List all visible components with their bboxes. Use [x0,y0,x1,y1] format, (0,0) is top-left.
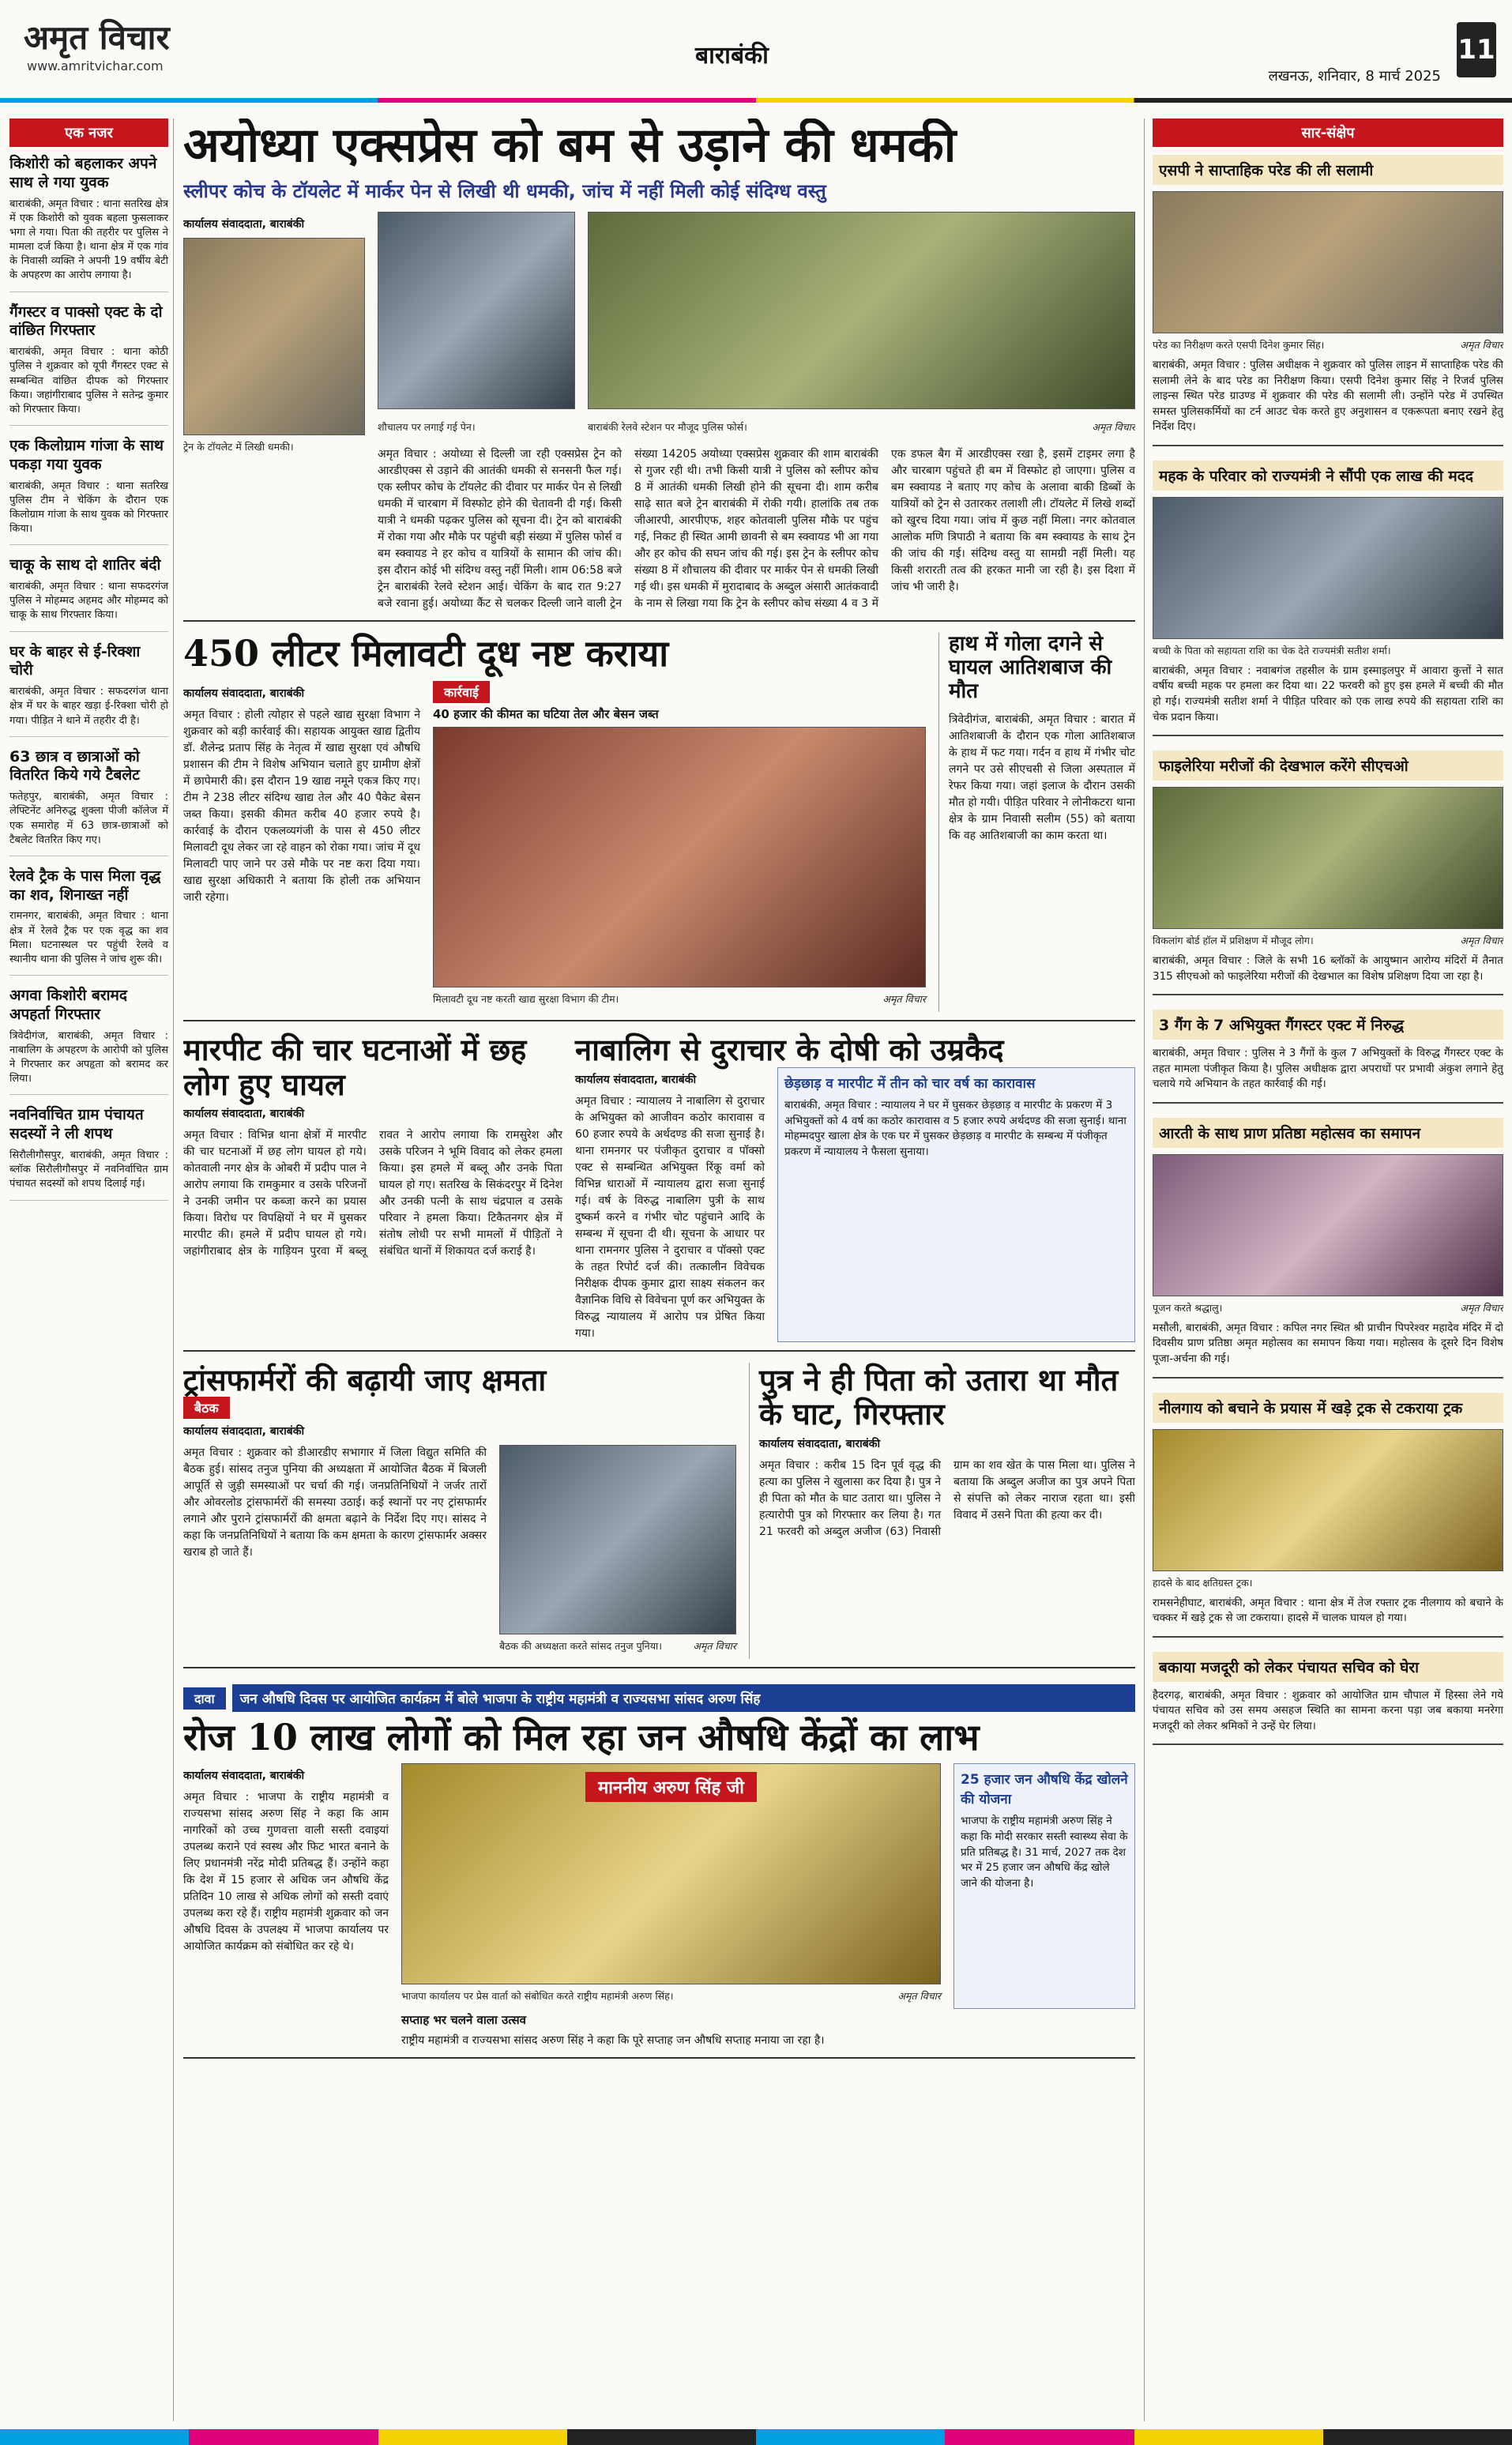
left-brief [9,437,168,545]
aushadhi-sidebox [953,1763,1135,2009]
pocso-sidebox-body: बाराबंकी, अमृत विचार : न्यायालय ने घर में घुसकर छेड़छाड़ व मारपीट के प्रकरण में 3 अभियुक्तों को 4 वर्ष का कठोर कारावास व 5 हजार रुपये अर्थदण्ड की सजा सुनाई। थाना मोहम्मदपुर खाला क्षेत्र के एक घर में घुसकर छेड़छाड़ व मारपीट के सम्बन्ध में पंजीकृत प्रकरण में न्यायालय ने फैसला सुनाया। [784,1099,1126,1158]
transformer-photo-caption: बैठक की अध्यक्षता करते सांसद तनुज पुनिया। अमृत विचार [499,1640,736,1653]
lead-left-block [183,212,365,612]
main-column [183,118,1135,2421]
fire-headline[interactable]: हाथ में गोला दगने से घायल आतिशबाज की मौत [949,632,1112,703]
pocso-byline: कार्यालय संवाददाता, बाराबंकी [575,1073,697,1086]
aushadhi-tag: दावा [183,1687,226,1710]
right-brief-photo [1153,191,1503,333]
right-brief [1153,1393,1503,1638]
milk-tag: कार्रवाई [433,681,490,703]
transformer-tag: बैठक [183,1397,230,1419]
page-number: 11 [1457,22,1496,77]
newspaper-brand: अमृत विचार [24,18,170,57]
assault-headline[interactable]: मारपीट की चार घटनाओं में छह लोग हुए घायल [183,1031,527,1102]
left-stories [9,155,168,1201]
aushadhi-sidebox-body: भाजपा के राष्ट्रीय महामंत्री अरुण सिंह ने कहा कि मोदी सरकार सस्ती स्वास्थ्य सेवा के प्रति प्रतिबद्ध है। 31 मार्च, 2027 तक देश भर में 25 हजार जन औषधि केंद्र खोले जाने की योजना है। [961,1815,1128,1890]
right-brief-body: हैदरगढ़, बाराबंकी, अमृत विचार : शुक्रवार को आयोजित ग्राम चौपाल में हिस्सा लेने गये पंचायत सचिव को उस समय असहज स्थिति का सामना करना पड़ा जब बकाया मनरेगा मजदूरी को लेकर श्रमिकों ने उन्हें घेर लिया। [1153,1688,1503,1732]
aushadhi-body: अमृत विचार : भाजपा के राष्ट्रीय महामंत्री व राज्यसभा सांसद अरुण सिंह ने कहा कि आम नागरिकों को उच्च गुणवत्ता वाली सस्ती दवाइयां उपलब्ध कराने एवं स्वस्थ और फिट भारत बनाने के लिए प्रधानमंत्री नरेंद्र मोदी प्रतिबद्ध हैं। उन्होंने कहा कि देश में 15 हजार से अधिक जन औषधि केंद्र प्रतिदिन 10 लाख से अधिक लोगों को सस्ती दवाएं उपलब्ध करा रहे हैं। राष्ट्रीय महामंत्री शुक्रवार को जन औषधि दिवस के उपलक्ष्य में भाजपा कार्यालय पर आयोजित कार्यक्रम को संबोधित कर रहे थे। [183,1791,389,1954]
left-brief-title[interactable]: नवनिर्वाचित ग्राम पंचायत सदस्यों ने ली शपथ [9,1106,144,1143]
left-brief [9,643,168,737]
aushadhi-photo [401,1763,941,1984]
assault-body: अमृत विचार : विभिन्न थाना क्षेत्रों में मारपीट की चार घटनाओं में छह लोग घायल हो गये। कोतवाली नगर क्षेत्र के ओबरी में प्रदीप पाल ने आरोप लगाया कि रामकुमार व उसके परिजनों ने उनकी जमीन पर कब्जा करने का प्रयास किया। विरोध पर विपक्षियों ने घर में घुसकर मारपीट की। हमले में प्रदीप घायल हो गये। जहांगीराबाद क्षेत्र के गाड़ियन पुरवा में बब्लू रावत ने आरोप लगाया कि रामसुरेश और उसके परिजन ने भूमि विवाद को लेकर हमला किया। इस हमले में बब्लू और उनके पिता घायल हो गए। सतरिख के सिकंदरपुर में दिनेश और उनकी पत्नी के साथ चंद्रपाल व उसके परिवार ने हमला किया। टिकैतनगर क्षेत्र में संतोष लोधी पर सभी मामलों में पीड़ितों ने संबंधित थानों में शिकायत दर्ज कराई है। [183,1129,562,1258]
lead-body-area [378,212,1135,612]
left-brief-title[interactable]: चाकू के साथ दो शातिर बंदी [9,556,161,574]
left-column-label: एक नजर [9,118,168,147]
aushadhi-sidebox-title: 25 हजार जन औषधि केंद्र खोलने की योजना [961,1772,1128,1807]
right-brief-caption: परेड का निरीक्षण करते एसपी दिनेश कुमार सिंह। अमृत विचार [1153,339,1503,351]
left-brief-body: बाराबंकी, अमृत विचार : थाना सफदरगंज पुलिस ने मोहम्मद अहमद और मोहम्मद को चाकू के साथ गिरफ्तार किया। [9,581,168,622]
right-brief-body: बाराबंकी, अमृत विचार : पुलिस ने 3 गैंगों के कुल 7 अभियुक्तों के विरुद्ध गैंगस्टर एक्ट के तहत मामला पंजीकृत किया है। पुलिस अधीक्षक द्वारा अपराधों पर प्रभावी अंकुश लगाने हेतु चलाये गये अभियान के तहत कार्रवाई की गई। [1153,1047,1503,1091]
milk-photo-caption: मिलावटी दूध नष्ट करती खाद्य सुरक्षा विभाग की टीम। अमृत विचार [433,992,926,1005]
lead-headline[interactable]: अयोध्या एक्सप्रेस को बम से उड़ाने की धमकी [183,118,957,173]
lead-photo-3-caption: बाराबंकी रेलवे स्टेशन पर मौजूद पुलिस फोर्स। अमृत विचार [588,421,1135,433]
pocso-body: अमृत विचार : न्यायालय ने नाबालिग से दुराचार के अभियुक्त को आजीवन कठोर कारावास व 60 हजार रुपये के अर्थदण्ड की सजा सुनाई है। थाना रामनगर पर पंजीकृत दुराचार व पॉक्सो एक्ट से सम्बन्धित अभियुक्त रिंकू वर्मा को विभिन्न धाराओं में न्यायालय द्वारा सजा सुनाई गई। वर्ष के विरुद्ध नाबालिग पुत्री के साथ दुष्कर्म करने व गंभीर चोट पहुंचाने आदि के सम्बन्ध में सूचना दी थी। सूचना के आधार पर थाना रामनगर पुलिस ने दुराचार व पॉक्सो एक्ट के तहत रिपोर्ट दर्ज की। तत्कालीन विवेचक निरीक्षक दीपक कुमार द्वारा साक्ष्य संकलन कर वैज्ञानिक विधि से विवेचना पूर्ण कर अभियुक्त के विरुद्ध न्यायालय में आरोप पत्र प्रेषित किया गया। [575,1094,765,1340]
pocso-sidebox [777,1067,1135,1342]
right-brief-photo [1153,497,1503,639]
lead-photo-2 [378,212,575,409]
right-brief-photo [1153,787,1503,929]
pocso-sidebox-title: छेड़छाड़ व मारपीट में तीन को चार वर्ष का कारावास [784,1075,1036,1092]
right-brief [1153,750,1503,995]
dateline: लखनऊ, शनिवार, 8 मार्च 2025 [1268,68,1441,85]
left-brief [9,556,168,631]
fire-story [938,633,1135,1012]
transformer-byline: कार्यालय संवाददाता, बाराबंकी [183,1425,305,1439]
aushadhi-photo-caption: भाजपा कार्यालय पर प्रेस वार्ता को संबोधित करते राष्ट्रीय महामंत्री अरुण सिंह। अमृत विचार [401,1990,941,2003]
left-brief [9,1106,168,1200]
masthead [0,0,1512,103]
registration-bar [0,98,1512,103]
left-brief-body: रामनगर, बाराबंकी, अमृत विचार : थाना क्षेत्र में रेलवे ट्रैक पर एक वृद्ध का शव मिला। घटनास्थल पर पहुंची रेलवे व स्थानीय थाना की पुलिस ने जांच शुरू की। [9,910,168,965]
aushadhi-byline: कार्यालय संवाददाता, बाराबंकी [183,1770,305,1783]
milk-story [183,633,926,1012]
son-story [749,1363,1135,1660]
right-column [1144,118,1503,2421]
assault-byline: कार्यालय संवाददाता, बाराबंकी [183,1108,305,1121]
left-brief-title[interactable]: अगवा किशोरी बरामद अपहर्ता गिरफ्तार [9,987,127,1023]
milk-byline: कार्यालय संवाददाता, बाराबंकी [183,686,305,700]
left-brief-title[interactable]: घर के बाहर से ई-रिक्शा चोरी [9,642,141,679]
right-brief-caption: विकलांग बोर्ड हॉल में प्रशिक्षण में मौजूद लोग। अमृत विचार [1153,935,1503,947]
assault-story [183,1033,562,1342]
son-byline: कार्यालय संवाददाता, बाराबंकी [759,1437,881,1450]
right-brief-body: बाराबंकी, अमृत विचार : जिले के सभी 16 ब्लॉकों के आयुष्मान आरोग्य मंदिरों में तैनात 315 सीएचओ को फाइलेरिया मरीजों की देखभाल का विशेष प्रशिक्षण दिया जा रहा है। [1153,954,1503,983]
right-brief-body: बाराबंकी, अमृत विचार : नवाबगंज तहसील के ग्राम इस्माइलपुर में आवारा कुत्तों ने सात वर्षीय बच्ची महक पर हमला कर दिया था। 22 फरवरी को हुए इस हमले में बच्ची की मौत हो गई। राज्यमंत्री सतीश शर्मा ने पीड़ित परिवार को एक लाख रुपये की सहायता राशि का चेक प्रदान किया। [1153,664,1503,724]
pocso-headline[interactable]: नाबालिग से दुराचार के दोषी को उम्रकैद [575,1031,1004,1067]
left-brief-body: बाराबंकी, अमृत विचार : सफदरगंज थाना क्षेत्र में घर के बाहर खड़ा ई-रिक्शा चोरी हो गया। पीड़ित ने थाने में तहरीर दी है। [9,686,168,727]
milk-kicker: 40 हजार की कीमत का घटिया तेल और बेसन जब्त [433,706,659,721]
transformer-story [183,1363,736,1660]
right-brief-body: मसौली, बाराबंकी, अमृत विचार : कपिल नगर स्थित श्री प्राचीन पिपरेश्वर महादेव मंदिर में दो दिवसीय प्राण प्रतिष्ठा अमृत महोत्सव का समापन किया गया। महोत्सव के दूसरे दिन विशेष पूजा-अर्चना की गई। [1153,1321,1503,1365]
left-brief [9,987,168,1095]
left-brief-body: त्रिवेदीगंज, बाराबंकी, अमृत विचार : नाबालिग के अपहरण के आरोपी को पुलिस ने गिरफ्तार कर अपहृता को बरामद कर लिया। [9,1029,168,1085]
right-brief-photo [1153,1154,1503,1296]
left-brief [9,155,168,292]
left-brief-title[interactable]: रेलवे ट्रैक के पास मिला वृद्ध का शव, शिनाख्त नहीं [9,867,161,904]
right-brief-photo [1153,1429,1503,1571]
left-brief [9,303,168,426]
lead-photo-3 [588,212,1135,409]
right-brief [1153,1010,1503,1104]
transformer-headline[interactable]: ट्रांसफार्मरों की बढ़ायी जाए क्षमता [183,1361,547,1397]
right-brief [1153,155,1503,446]
aushadhi-photo-banner: माननीय अरुण सिंह जी [585,1772,757,1802]
aushadhi-festival-title: सप्ताह भर चलने वाला उत्सव [401,2013,527,2028]
right-brief-caption: पूजन करते श्रद्धालु। अमृत विचार [1153,1301,1503,1314]
lead-body: अमृत विचार : अयोध्या से दिल्ली जा रही एक्सप्रेस ट्रेन को आरडीएक्स से उड़ाने की आतंकी धमकी से सनसनी फैल गई। एक स्लीपर कोच के टॉयलेट की दीवार पर मार्कर पेन से लिखी धमकी में चारबाग में विस्फोट होने की चेतावनी दी गई। किसी यात्री ने धमकी पढ़कर पुलिस को सूचना दी। ट्रेन को बाराबंकी में रोका गया और मौके पर पहुंची बड़ी संख्या में पुलिस फोर्स व बम स्क्वायड ने हर कोच व यात्रियों के सामान की जांच की। इस दौरान कोई भी संदिग्ध वस्तु नहीं मिली। शाम 06:58 बजे ट्रेन बाराबंकी रेलवे स्टेशन आई। चेकिंग के बाद रात 9:27 बजे रवाना हुई। अयोध्या कैंट से चलकर दिल्ली जाने वाली ट्रेन संख्या 14205 अयोध्या एक्सप्रेस शुक्रवार की शाम बाराबंकी से गुजर रही थी। तभी किसी यात्री ने पुलिस को स्लीपर कोच 8 में आतंकी धमकी लिखी होने की सूचना दी। शाम करीब साढ़े सात बजे ट्रेन बाराबंकी में रोकी गयी। हालांकि तब तक जीआरपी, आरपीएफ, शहर कोतवाली पुलिस मौके पर पहुंच गई, निकट ही स्थित आमी छावनी से बम स्क्वायड भी आ गया और हर कोच की सघन जांच की गई। इस ट्रेन के स्लीपर कोच संख्या 8 में शौचालय की दीवार पर मार्कर पेन से धमकी लिखी गई थी। इस धमकी में मुरादाबाद के अब्दुल अंसारी आतंकवादी के नाम से लिखा गया कि ट्रेन के स्लीपर कोच संख्या 4 व 3 में एक डफल बैग में आरडीएक्स रखा है, इसमें टाइमर लगा है और चारबाग पहुंचते ही बम में विस्फोट हो जाएगा। पुलिस व बम स्क्वायड ने बताए गए कोच के अलावा बाकी डिब्बों के यात्रियों को ट्रेन से उतारकर तलाशी ली। टॉयलेट में लिखे शब्दों को खुरच दिया गया। जांच में कुछ नहीं मिला। नगर कोतवाल आलोक मणि त्रिपाठी ने बताया कि बम स्क्वायड के साथ ट्रेन की जांच की गई। संदिग्ध वस्तु या सामग्री नहीं मिली। यह किसी शरारती तत्व की हरकत मानी जा रही है। इस दिशा में जांच भी जारी है। [378,448,1135,610]
assault-pocso-row [183,1033,1135,1352]
lead-photo-1 [183,238,365,435]
aushadhi-story [183,1680,1135,2059]
left-brief-body: बाराबंकी, अमृत विचार : थाना सतरिख पुलिस टीम ने चेकिंग के दौरान एक किलोग्राम गांजा के साथ युवक को गिरफ्तार किया। [9,480,168,536]
left-brief-body: बाराबंकी, अमृत विचार : थाना कोठी पुलिस ने शुक्रवार को यूपी गैंगस्टर एक्ट से सम्बन्धित वांछित दीपक को गिरफ्तार किया। जहांगीराबाद पुलिस ने सतेन्द्र कुमार को गिरफ्तार किया। [9,346,168,416]
right-brief-caption: बच्ची के पिता को सहायता राशि का चेक देते राज्यमंत्री सतीश शर्मा। [1153,644,1391,656]
milk-photo [433,727,926,987]
milk-headline[interactable]: 450 लीटर मिलावटी दूध नष्ट कराया [183,632,669,675]
right-brief-title[interactable]: बकाया मजदूरी को लेकर पंचायत सचिव को घेरा [1153,1652,1503,1682]
left-brief [9,748,168,856]
left-brief-body: सिरौलीगौसपुर, बाराबंकी, अमृत विचार : ब्लॉक सिरौलीगौसपुर में नवनिर्वाचित ग्राम पंचायत सदस्यों को शपथ दिलाई गई। [9,1149,168,1191]
website-url[interactable]: www.amritvichar.com [27,58,164,73]
right-brief [1153,1118,1503,1379]
lead-story [183,118,1135,622]
lead-subhead: स्लीपर कोच के टॉयलेट में मार्कर पेन से लिखी थी धमकी, जांच में नहीं मिली कोई संदिग्ध वस्तु [183,180,826,202]
aushadhi-banner: जन औषधि दिवस पर आयोजित कार्यक्रम में बोले भाजपा के राष्ट्रीय महामंत्री व राज्यसभा सांसद अरुण सिंह [232,1684,1135,1712]
right-brief-body: बाराबंकी, अमृत विचार : पुलिस अधीक्षक ने शुक्रवार को पुलिस लाइन में साप्ताहिक परेड की सलामी लेने के बाद परेड का निरीक्षण किया। एसपी दिनेश कुमार सिंह ने रिजर्व पुलिस लाइन्स स्थित परेड ग्राउण्ड में शुक्रवार की परेड की सलामी ली। उन्होंने परेड में उपस्थित समस्त पुलिसकर्मियों का टर्न आउट चेक करते हुए अनुशासन व एकरूपता बनाए रखने हेतु निर्देश दिए। [1153,359,1503,434]
son-headline[interactable]: पुत्र ने ही पिता को उतारा था मौत के घाट, गिरफ्तार [759,1361,1119,1432]
milk-row [183,633,1135,1021]
right-brief-body: रामसनेहीघाट, बाराबंकी, अमृत विचार : थाना क्षेत्र में तेज रफ्तार ट्रक नीलगाय को बचाने के चक्कर में खड़े ट्रक से जा टकराया। हादसे में चालक घायल हो गया। [1153,1596,1503,1625]
right-stories [1153,155,1503,1745]
aushadhi-festival-body: राष्ट्रीय महामंत्री व राज्यसभा सांसद अरुण सिंह ने कहा कि पूरे सप्ताह जन औषधि सप्ताह मनाया जा रहा है। [401,2034,825,2048]
right-brief-title[interactable]: महक के परिवार को राज्यमंत्री ने सौंपी एक लाख की मदद [1153,461,1503,491]
left-brief [9,867,168,976]
transformer-son-row [183,1363,1135,1669]
bottom-color-bar [0,2429,1512,2445]
section-name: बाराबंकी [695,42,769,70]
right-brief-title[interactable]: नीलगाय को बचाने के प्रयास में खड़े ट्रक से टकराया ट्रक [1153,1393,1503,1423]
right-column-label: सार-संक्षेप [1153,118,1503,147]
right-brief-caption: हादसे के बाद क्षतिग्रस्त ट्रक। [1153,1576,1253,1589]
left-brief-title[interactable]: किशोरी को बहलाकर अपने साथ ले गया युवक [9,155,157,191]
right-brief-title[interactable]: आरती के साथ प्राण प्रतिष्ठा महोत्सव का समापन [1153,1118,1503,1148]
right-brief-title[interactable]: 3 गैंग के 7 अभियुक्त गैंगस्टर एक्ट में निरुद्ध [1153,1010,1503,1040]
left-brief-body: बाराबंकी, अमृत विचार : थाना सतरिख क्षेत्र में एक किशोरी को युवक बहला फुसलाकर भगा ले गया। पिता की तहरीर पर पुलिस ने मामला दर्ज किया है। थाना क्षेत्र में एक गांव के निवासी व्यक्ति ने अपनी 19 वर्षीय बेटी के अपहरण का आरोप लगाया है। [9,197,168,282]
left-column [9,118,174,2421]
left-brief-title[interactable]: 63 छात्र व छात्राओं को वितरित किये गये टैबलेट [9,747,140,784]
left-brief-body: फतेहपुर, बाराबंकी, अमृत विचार : लेफ्टिनेंट अनिरुद्ध शुक्ला पीजी कॉलेज में एक समारोह में 63 छात्र-छात्राओं को टैबलेट वितरित किए गए। [9,791,168,846]
right-brief-title[interactable]: फाइलेरिया मरीजों की देखभाल करेंगे सीएचओ [1153,750,1503,781]
lead-byline: कार्यालय संवाददाता, बाराबंकी [183,218,305,231]
lead-photo-2-caption: शौचालय पर लगाई गई पेन। [378,421,476,433]
transformer-photo [499,1445,736,1634]
pocso-story [575,1033,1135,1342]
fire-body: त्रिवेदीगंज, बाराबंकी, अमृत विचार : बारात में आतिशबाजी के दौरान एक गोला आतिशबाज के हाथ में फट गया। गर्दन व हाथ में गंभीर चोट लगने पर उसे सीएचसी से जिला अस्पताल में रेफर किया गया। जहां इलाज के दौरान उसकी मौत हो गयी। पीड़ित परिवार ने लोनीकटरा थाना क्षेत्र के ग्राम निवासी सलीम (55) को बताया कि वह आतिशबाजी का काम करता था। [949,713,1135,842]
right-brief-title[interactable]: एसपी ने साप्ताहिक परेड की ली सलामी [1153,155,1503,185]
right-brief [1153,1652,1503,1746]
right-brief [1153,461,1503,736]
left-brief-title[interactable]: गैंगस्टर व पाक्सो एक्ट के दो वांछित गिरफ्तार [9,303,163,340]
son-body: अमृत विचार : करीब 15 दिन पूर्व वृद्ध की हत्या का पुलिस ने खुलासा कर दिया है। पुत्र ने ही पिता को मौत के घाट उतारा था। पुलिस ने हत्यारोपी पुत्र को गिरफ्तार कर लिया है। गत 21 फरवरी को अब्दुल अजीज (63) निवासी ग्राम का शव खेत के पास मिला था। पुलिस ने बताया कि अब्दुल अजीज का पुत्र अपने पिता से संपत्ति को लेकर नाराज रहता था। इसी विवाद में उसने पिता की हत्या कर दी। [759,1458,1135,1538]
transformer-body: अमृत विचार : शुक्रवार को डीआरडीए सभागार में जिला विद्युत समिति की बैठक हुई। सांसद तनुज पुनिया की अध्यक्षता में आयोजित बैठक में बिजली आपूर्ति से जुड़ी समस्याओं पर चर्चा की गई। जनप्रतिनिधियों ने जर्जर तारों और ओवरलोड ट्रांसफार्मरों की समस्या उठाई। कई स्थानों पर नए ट्रांसफार्मर लगाने और पुराने ट्रांसफार्मरों की क्षमता बढ़ाने के निर्देश दिए गए। सांसद ने कहा कि जनप्रतिनिधियों ने बताया कि कम क्षमता के कारण ट्रांसफार्मर अक्सर खराब हो जाते हैं। [183,1446,487,1559]
milk-body: अमृत विचार : होली त्योहार से पहले खाद्य सुरक्षा विभाग ने शुक्रवार को बड़ी कार्रवाई की। सहायक आयुक्त खाद्य द्वितीय डॉ. शैलेन्द्र प्रताप सिंह के नेतृत्व में खाद्य सुरक्षा एवं औषधि प्रशासन की टीम ने विशेष अभियान चलाते हुए ग्रामीण क्षेत्रों में छापेमारी की। इस दौरान 19 खाद्य नमूने एकत्र किए गए। टीम ने 238 लीटर संदिग्ध खाद्य तेल और 40 पैकेट बेसन जब्त किया। इसकी कीमत करीब 40 हजार रुपये है। कार्रवाई के दौरान एकलव्यगंजी के पास से 450 लीटर मिलावटी दूध लेकर जा रहे वाहन को रोका गया। जांच में दूध मिलावटी पाए जाने पर उसे मौके पर नष्ट करा दिया गया। खाद्य सुरक्षा अधिकारी ने बताया कि होली तक अभियान जारी रहेगा। [183,708,420,904]
left-brief-title[interactable]: एक किलोग्राम गांजा के साथ पकड़ा गया युवक [9,437,164,473]
aushadhi-headline[interactable]: रोज 10 लाख लोगों को मिल रहा जन औषधि केंद्रों का लाभ [183,1716,980,1759]
lead-photo-1-caption: ट्रेन के टॉयलेट में लिखी धमकी। [183,441,294,453]
